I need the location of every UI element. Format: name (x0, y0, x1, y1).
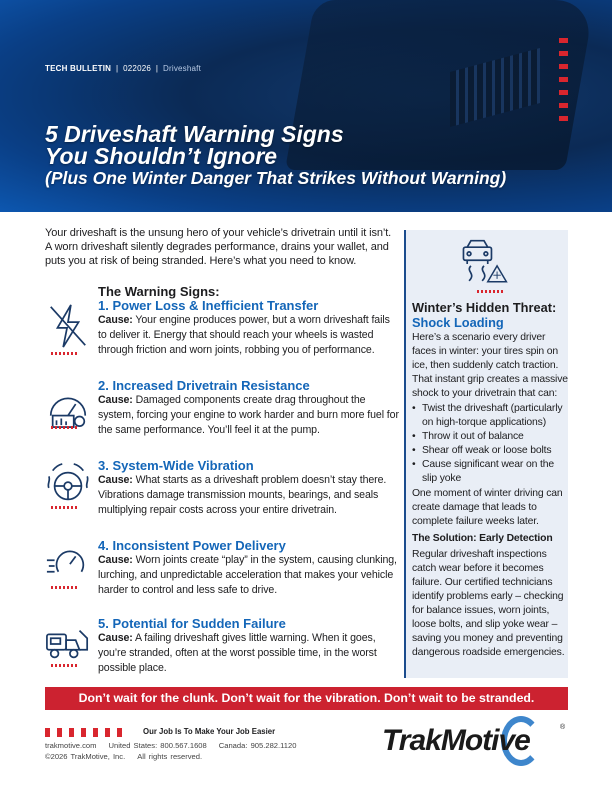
bulletin-meta: TECH BULLETIN | 022026 | Driveshaft (45, 64, 202, 73)
intro-text: Your driveshaft is the unsung hero of your vehicle’s drivetrain until it isn’t. A worn driveshaft silently degrades performance, drains your wallet, and puts you at risk of being stranded. Here’s what you need to know. (45, 227, 392, 267)
sign-title: 4. Inconsistent Power Delivery (98, 538, 286, 553)
sign-title: 1. Power Loss & Inefficient Transfer (98, 298, 319, 313)
bulletin-category: Driveshaft (163, 64, 202, 73)
cause-label: Cause: (98, 474, 133, 486)
logo-text: TrakMotive (382, 724, 530, 757)
cause-label: Cause: (98, 394, 133, 406)
winter-sidebar (404, 230, 568, 678)
sidebar-intro: Here’s a scenario every driver faces in winter: your tires spin on ice, then suddenly catch traction. That instant grip creates a massive shock to your drivetrain that can: (412, 332, 568, 399)
bulletin-label: TECH BULLETIN (45, 64, 112, 73)
footer-tagline: Our Job Is To Make Your Job Easier (143, 727, 276, 736)
sign-text (98, 473, 400, 518)
list-item: • Cause significant wear on the slip yoke (412, 458, 570, 486)
car-skid-icon (454, 236, 514, 292)
sign-text (98, 313, 400, 358)
cause-text: Worn joints create “play” in the system, causing clunking, lurching, and unpredictable acceleration that makes your vehicle harder to control and less safe to drive. (98, 554, 397, 596)
sign-title: 5. Potential for Sudden Failure (98, 616, 286, 631)
sign-title: 2. Increased Drivetrain Resistance (98, 378, 310, 393)
copyright: ©2026 TrakMotive, Inc. (45, 752, 126, 761)
hero-banner (0, 0, 612, 212)
cause-text: Your engine produces power, but a worn driveshaft fails to deliver it. Energy that should reach your wheels is wasted through friction and worn joints, robbing you of performance. (98, 314, 390, 356)
warning-signs-heading: The Warning Signs: (98, 284, 220, 299)
sign-text (98, 553, 400, 598)
title-line-1: 5 Driveshaft Warning Signs (45, 121, 344, 147)
registered-mark: ® (560, 724, 566, 731)
title-line-3: (Plus One Winter Danger That Strikes Without Warning) (45, 168, 507, 188)
us-phone: United States: 800.567.1608 (108, 741, 207, 750)
sign-title: 3. System-Wide Vibration (98, 458, 254, 473)
cause-label: Cause: (98, 314, 133, 326)
cause-text: Damaged components create drag throughout the system, forcing your engine to work harder and burn more fuel for the same performance. You’ll feel it at the pump. (98, 394, 399, 436)
rights: All rights reserved. (137, 752, 203, 761)
footer-contact (45, 740, 308, 762)
list-item: • Twist the driveshaft (particularly on high-torque applications) (412, 402, 570, 430)
website-link[interactable]: trakmotive.com (45, 741, 97, 750)
sidebar-body (412, 331, 570, 660)
sidebar-after: One moment of winter driving can create damage that leads to complete failure weeks later. (412, 488, 563, 527)
cause-text: What starts as a driveshaft problem doesn’t stay there. Vibrations damage transmission mounts, bearings, and seals multiplying repair costs across your entire drivetrain. (98, 474, 387, 516)
lightning-bolt-icon (45, 298, 91, 354)
cause-text: A failing driveshaft gives little warning. When it goes, you’re stranded, often at the worst possible time, in the worst possible place. (98, 632, 377, 674)
solution-text: Regular driveshaft inspections catch wear before it becomes failure. Our certified technicians identify problems early – checking for balance issues, worn joints, loose bolts, and slip yoke wear – saving you money and preventing dangerous roadside emergencies. (412, 549, 565, 658)
sign-text (98, 631, 400, 676)
sidebar-bullets (412, 402, 570, 486)
canada-phone: Canada: 905.282.1120 (218, 741, 297, 750)
solution-heading: The Solution: Early Detection (412, 533, 553, 544)
cause-label: Cause: (98, 554, 133, 566)
sidebar-title: Winter’s Hidden Threat: (412, 300, 557, 315)
sign-text (98, 393, 400, 438)
page-title (45, 123, 506, 189)
bulletin-code: 022026 (123, 64, 152, 73)
sidebar-heading (412, 300, 556, 330)
title-line-2: You Shouldn’t Ignore (45, 143, 278, 169)
list-item: • Throw it out of balance (412, 430, 570, 444)
trakmotive-logo (378, 722, 568, 764)
sidebar-subtitle: Shock Loading (412, 315, 504, 330)
footer-red-marks (45, 728, 122, 737)
red-dash-marks (559, 38, 568, 121)
cause-label: Cause: (98, 632, 133, 644)
cta-banner: Don’t wait for the clunk. Don’t wait for the vibration. Don’t wait to be stranded. (45, 687, 568, 710)
list-item: • Shear off weak or loose bolts (412, 444, 570, 458)
